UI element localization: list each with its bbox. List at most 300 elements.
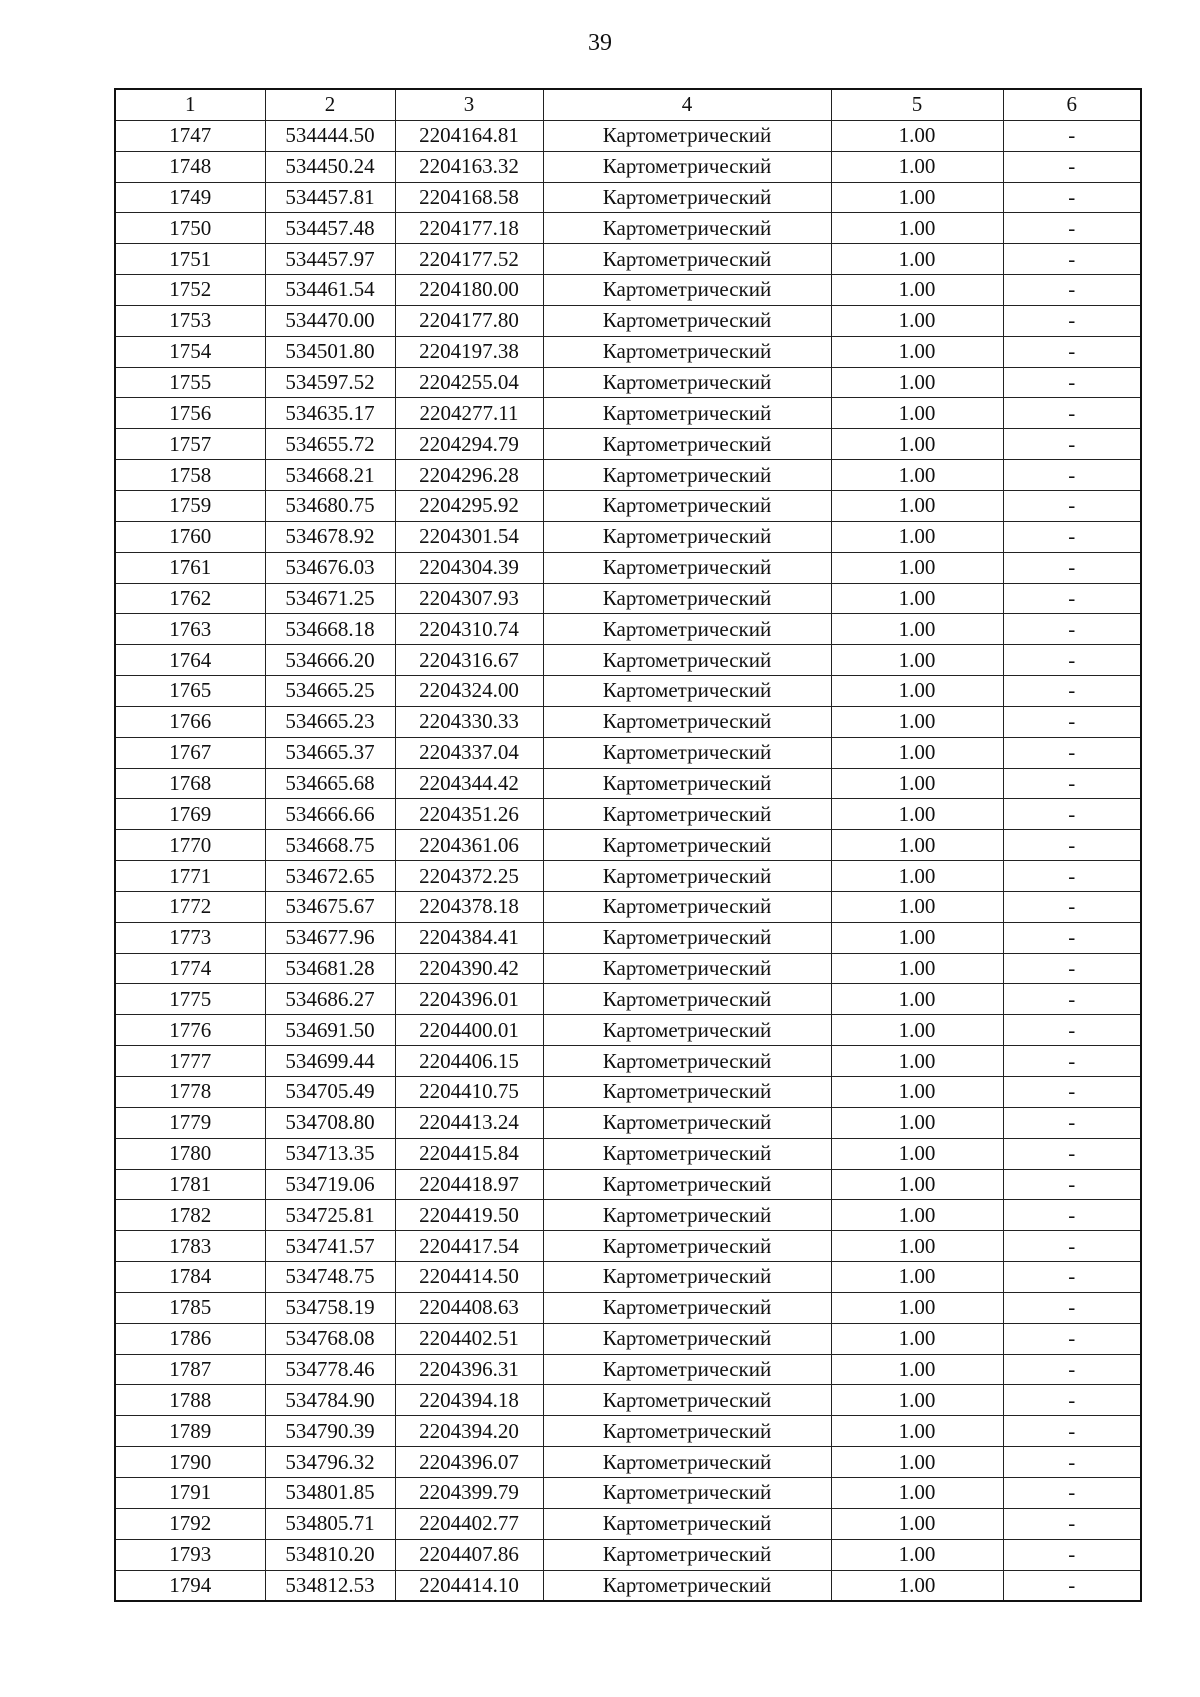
accuracy-cell: 1.00 (831, 614, 1003, 645)
y-coordinate-cell: 2204277.11 (395, 398, 543, 429)
accuracy-cell: 1.00 (831, 460, 1003, 491)
table-row (115, 1416, 1141, 1447)
x-coordinate-cell: 534812.53 (265, 1570, 395, 1601)
point-number-cell: 1757 (115, 429, 265, 460)
header-cell: 1 (115, 89, 265, 120)
y-coordinate-cell: 2204372.25 (395, 861, 543, 892)
accuracy-cell: 1.00 (831, 768, 1003, 799)
accuracy-cell: 1.00 (831, 861, 1003, 892)
table-row (115, 552, 1141, 583)
point-number-cell: 1788 (115, 1385, 265, 1416)
table-row (115, 799, 1141, 830)
method-cell: Картометрический (543, 1200, 831, 1231)
note-cell: - (1003, 830, 1141, 861)
method-cell: Картометрический (543, 645, 831, 676)
y-coordinate-cell: 2204324.00 (395, 676, 543, 707)
table-row (115, 275, 1141, 306)
accuracy-cell: 1.00 (831, 1385, 1003, 1416)
method-cell: Картометрический (543, 521, 831, 552)
accuracy-cell: 1.00 (831, 1077, 1003, 1108)
note-cell: - (1003, 861, 1141, 892)
point-number-cell: 1749 (115, 182, 265, 213)
x-coordinate-cell: 534719.06 (265, 1169, 395, 1200)
note-cell: - (1003, 1107, 1141, 1138)
y-coordinate-cell: 2204384.41 (395, 922, 543, 953)
accuracy-cell: 1.00 (831, 1416, 1003, 1447)
table-row (115, 336, 1141, 367)
accuracy-cell: 1.00 (831, 676, 1003, 707)
y-coordinate-cell: 2204418.97 (395, 1169, 543, 1200)
accuracy-cell: 1.00 (831, 583, 1003, 614)
y-coordinate-cell: 2204164.81 (395, 120, 543, 151)
x-coordinate-cell: 534784.90 (265, 1385, 395, 1416)
point-number-cell: 1759 (115, 490, 265, 521)
point-number-cell: 1755 (115, 367, 265, 398)
page-number: 39 (588, 30, 612, 56)
accuracy-cell: 1.00 (831, 1138, 1003, 1169)
point-number-cell: 1763 (115, 614, 265, 645)
note-cell: - (1003, 953, 1141, 984)
table-row (115, 521, 1141, 552)
y-coordinate-cell: 2204396.01 (395, 984, 543, 1015)
x-coordinate-cell: 534666.20 (265, 645, 395, 676)
note-cell: - (1003, 1385, 1141, 1416)
accuracy-cell: 1.00 (831, 275, 1003, 306)
method-cell: Картометрический (543, 676, 831, 707)
accuracy-cell: 1.00 (831, 891, 1003, 922)
y-coordinate-cell: 2204197.38 (395, 336, 543, 367)
table-row (115, 1447, 1141, 1478)
header-cell: 5 (831, 89, 1003, 120)
coordinates-table (114, 88, 1142, 1602)
table-row (115, 706, 1141, 737)
point-number-cell: 1794 (115, 1570, 265, 1601)
table-row (115, 1231, 1141, 1262)
accuracy-cell: 1.00 (831, 1262, 1003, 1293)
accuracy-cell: 1.00 (831, 984, 1003, 1015)
method-cell: Картометрический (543, 1539, 831, 1570)
method-cell: Картометрический (543, 1570, 831, 1601)
x-coordinate-cell: 534778.46 (265, 1354, 395, 1385)
table-row (115, 398, 1141, 429)
method-cell: Картометрический (543, 1508, 831, 1539)
x-coordinate-cell: 534450.24 (265, 151, 395, 182)
method-cell: Картометрический (543, 1477, 831, 1508)
table-row (115, 830, 1141, 861)
note-cell: - (1003, 275, 1141, 306)
point-number-cell: 1790 (115, 1447, 265, 1478)
point-number-cell: 1781 (115, 1169, 265, 1200)
accuracy-cell: 1.00 (831, 429, 1003, 460)
note-cell: - (1003, 213, 1141, 244)
y-coordinate-cell: 2204417.54 (395, 1231, 543, 1262)
point-number-cell: 1772 (115, 891, 265, 922)
accuracy-cell: 1.00 (831, 830, 1003, 861)
table-row (115, 120, 1141, 151)
method-cell: Картометрический (543, 768, 831, 799)
table-row (115, 182, 1141, 213)
accuracy-cell: 1.00 (831, 490, 1003, 521)
method-cell: Картометрический (543, 1015, 831, 1046)
method-cell: Картометрический (543, 1107, 831, 1138)
accuracy-cell: 1.00 (831, 1447, 1003, 1478)
note-cell: - (1003, 676, 1141, 707)
point-number-cell: 1765 (115, 676, 265, 707)
method-cell: Картометрический (543, 120, 831, 151)
point-number-cell: 1747 (115, 120, 265, 151)
method-cell: Картометрический (543, 1169, 831, 1200)
point-number-cell: 1766 (115, 706, 265, 737)
x-coordinate-cell: 534470.00 (265, 305, 395, 336)
method-cell: Картометрический (543, 336, 831, 367)
point-number-cell: 1783 (115, 1231, 265, 1262)
method-cell: Картометрический (543, 398, 831, 429)
method-cell: Картометрический (543, 305, 831, 336)
x-coordinate-cell: 534680.75 (265, 490, 395, 521)
accuracy-cell: 1.00 (831, 1107, 1003, 1138)
x-coordinate-cell: 534796.32 (265, 1447, 395, 1478)
accuracy-cell: 1.00 (831, 1508, 1003, 1539)
point-number-cell: 1769 (115, 799, 265, 830)
method-cell: Картометрический (543, 182, 831, 213)
method-cell: Картометрический (543, 552, 831, 583)
accuracy-cell: 1.00 (831, 1292, 1003, 1323)
y-coordinate-cell: 2204177.80 (395, 305, 543, 336)
note-cell: - (1003, 922, 1141, 953)
y-coordinate-cell: 2204402.51 (395, 1323, 543, 1354)
accuracy-cell: 1.00 (831, 1046, 1003, 1077)
point-number-cell: 1784 (115, 1262, 265, 1293)
x-coordinate-cell: 534713.35 (265, 1138, 395, 1169)
x-coordinate-cell: 534444.50 (265, 120, 395, 151)
x-coordinate-cell: 534705.49 (265, 1077, 395, 1108)
accuracy-cell: 1.00 (831, 1354, 1003, 1385)
x-coordinate-cell: 534801.85 (265, 1477, 395, 1508)
method-cell: Картометрический (543, 460, 831, 491)
table-header-row (115, 89, 1141, 120)
method-cell: Картометрический (543, 1046, 831, 1077)
x-coordinate-cell: 534691.50 (265, 1015, 395, 1046)
note-cell: - (1003, 1077, 1141, 1108)
table-row (115, 645, 1141, 676)
note-cell: - (1003, 1323, 1141, 1354)
table-row (115, 305, 1141, 336)
note-cell: - (1003, 120, 1141, 151)
y-coordinate-cell: 2204410.75 (395, 1077, 543, 1108)
y-coordinate-cell: 2204394.18 (395, 1385, 543, 1416)
note-cell: - (1003, 1046, 1141, 1077)
x-coordinate-cell: 534686.27 (265, 984, 395, 1015)
note-cell: - (1003, 799, 1141, 830)
point-number-cell: 1776 (115, 1015, 265, 1046)
table-row (115, 1169, 1141, 1200)
point-number-cell: 1748 (115, 151, 265, 182)
x-coordinate-cell: 534790.39 (265, 1416, 395, 1447)
accuracy-cell: 1.00 (831, 1231, 1003, 1262)
method-cell: Картометрический (543, 1138, 831, 1169)
table-row (115, 737, 1141, 768)
y-coordinate-cell: 2204414.10 (395, 1570, 543, 1601)
y-coordinate-cell: 2204396.31 (395, 1354, 543, 1385)
x-coordinate-cell: 534675.67 (265, 891, 395, 922)
point-number-cell: 1778 (115, 1077, 265, 1108)
accuracy-cell: 1.00 (831, 244, 1003, 275)
note-cell: - (1003, 1570, 1141, 1601)
accuracy-cell: 1.00 (831, 953, 1003, 984)
y-coordinate-cell: 2204399.79 (395, 1477, 543, 1508)
table-row (115, 676, 1141, 707)
table-row (115, 1015, 1141, 1046)
method-cell: Картометрический (543, 367, 831, 398)
point-number-cell: 1779 (115, 1107, 265, 1138)
table-row (115, 460, 1141, 491)
method-cell: Картометрический (543, 1231, 831, 1262)
accuracy-cell: 1.00 (831, 398, 1003, 429)
table-row (115, 1262, 1141, 1293)
point-number-cell: 1791 (115, 1477, 265, 1508)
point-number-cell: 1773 (115, 922, 265, 953)
method-cell: Картометрический (543, 737, 831, 768)
accuracy-cell: 1.00 (831, 367, 1003, 398)
note-cell: - (1003, 521, 1141, 552)
note-cell: - (1003, 645, 1141, 676)
point-number-cell: 1789 (115, 1416, 265, 1447)
table-row (115, 614, 1141, 645)
note-cell: - (1003, 1354, 1141, 1385)
accuracy-cell: 1.00 (831, 1169, 1003, 1200)
x-coordinate-cell: 534768.08 (265, 1323, 395, 1354)
x-coordinate-cell: 534681.28 (265, 953, 395, 984)
x-coordinate-cell: 534741.57 (265, 1231, 395, 1262)
point-number-cell: 1750 (115, 213, 265, 244)
note-cell: - (1003, 1138, 1141, 1169)
point-number-cell: 1768 (115, 768, 265, 799)
table-row (115, 953, 1141, 984)
y-coordinate-cell: 2204304.39 (395, 552, 543, 583)
header-cell: 4 (543, 89, 831, 120)
point-number-cell: 1758 (115, 460, 265, 491)
note-cell: - (1003, 1447, 1141, 1478)
x-coordinate-cell: 534597.52 (265, 367, 395, 398)
point-number-cell: 1786 (115, 1323, 265, 1354)
note-cell: - (1003, 1477, 1141, 1508)
note-cell: - (1003, 1416, 1141, 1447)
method-cell: Картометрический (543, 1262, 831, 1293)
accuracy-cell: 1.00 (831, 799, 1003, 830)
point-number-cell: 1767 (115, 737, 265, 768)
y-coordinate-cell: 2204177.18 (395, 213, 543, 244)
method-cell: Картометрический (543, 799, 831, 830)
x-coordinate-cell: 534501.80 (265, 336, 395, 367)
accuracy-cell: 1.00 (831, 1477, 1003, 1508)
method-cell: Картометрический (543, 1292, 831, 1323)
accuracy-cell: 1.00 (831, 120, 1003, 151)
x-coordinate-cell: 534457.48 (265, 213, 395, 244)
x-coordinate-cell: 534457.97 (265, 244, 395, 275)
method-cell: Картометрический (543, 429, 831, 460)
method-cell: Картометрический (543, 244, 831, 275)
point-number-cell: 1762 (115, 583, 265, 614)
point-number-cell: 1753 (115, 305, 265, 336)
note-cell: - (1003, 1262, 1141, 1293)
note-cell: - (1003, 182, 1141, 213)
point-number-cell: 1775 (115, 984, 265, 1015)
point-number-cell: 1754 (115, 336, 265, 367)
x-coordinate-cell: 534672.65 (265, 861, 395, 892)
method-cell: Картометрический (543, 706, 831, 737)
method-cell: Картометрический (543, 1447, 831, 1478)
table-row (115, 1138, 1141, 1169)
x-coordinate-cell: 534666.66 (265, 799, 395, 830)
table-row (115, 490, 1141, 521)
y-coordinate-cell: 2204419.50 (395, 1200, 543, 1231)
table-row (115, 1539, 1141, 1570)
point-number-cell: 1752 (115, 275, 265, 306)
x-coordinate-cell: 534805.71 (265, 1508, 395, 1539)
header-cell: 6 (1003, 89, 1141, 120)
table-row (115, 429, 1141, 460)
note-cell: - (1003, 398, 1141, 429)
table-row (115, 1200, 1141, 1231)
note-cell: - (1003, 1292, 1141, 1323)
y-coordinate-cell: 2204414.50 (395, 1262, 543, 1293)
accuracy-cell: 1.00 (831, 1200, 1003, 1231)
note-cell: - (1003, 706, 1141, 737)
method-cell: Картометрический (543, 830, 831, 861)
accuracy-cell: 1.00 (831, 1570, 1003, 1601)
x-coordinate-cell: 534748.75 (265, 1262, 395, 1293)
note-cell: - (1003, 984, 1141, 1015)
y-coordinate-cell: 2204394.20 (395, 1416, 543, 1447)
y-coordinate-cell: 2204408.63 (395, 1292, 543, 1323)
x-coordinate-cell: 534457.81 (265, 182, 395, 213)
y-coordinate-cell: 2204330.33 (395, 706, 543, 737)
note-cell: - (1003, 1539, 1141, 1570)
note-cell: - (1003, 614, 1141, 645)
point-number-cell: 1777 (115, 1046, 265, 1077)
x-coordinate-cell: 534665.25 (265, 676, 395, 707)
method-cell: Картометрический (543, 151, 831, 182)
y-coordinate-cell: 2204301.54 (395, 521, 543, 552)
method-cell: Картометрический (543, 953, 831, 984)
method-cell: Картометрический (543, 213, 831, 244)
table-row (115, 1570, 1141, 1601)
accuracy-cell: 1.00 (831, 182, 1003, 213)
x-coordinate-cell: 534678.92 (265, 521, 395, 552)
table-row (115, 151, 1141, 182)
y-coordinate-cell: 2204344.42 (395, 768, 543, 799)
point-number-cell: 1782 (115, 1200, 265, 1231)
x-coordinate-cell: 534665.68 (265, 768, 395, 799)
x-coordinate-cell: 534665.37 (265, 737, 395, 768)
y-coordinate-cell: 2204310.74 (395, 614, 543, 645)
point-number-cell: 1785 (115, 1292, 265, 1323)
note-cell: - (1003, 1231, 1141, 1262)
y-coordinate-cell: 2204307.93 (395, 583, 543, 614)
note-cell: - (1003, 336, 1141, 367)
accuracy-cell: 1.00 (831, 645, 1003, 676)
x-coordinate-cell: 534699.44 (265, 1046, 395, 1077)
x-coordinate-cell: 534461.54 (265, 275, 395, 306)
table-body (115, 120, 1141, 1601)
y-coordinate-cell: 2204294.79 (395, 429, 543, 460)
method-cell: Картометрический (543, 275, 831, 306)
x-coordinate-cell: 534671.25 (265, 583, 395, 614)
method-cell: Картометрический (543, 490, 831, 521)
table-row (115, 1077, 1141, 1108)
method-cell: Картометрический (543, 583, 831, 614)
point-number-cell: 1760 (115, 521, 265, 552)
accuracy-cell: 1.00 (831, 552, 1003, 583)
note-cell: - (1003, 1015, 1141, 1046)
accuracy-cell: 1.00 (831, 737, 1003, 768)
y-coordinate-cell: 2204390.42 (395, 953, 543, 984)
point-number-cell: 1792 (115, 1508, 265, 1539)
note-cell: - (1003, 1200, 1141, 1231)
point-number-cell: 1774 (115, 953, 265, 984)
method-cell: Картометрический (543, 614, 831, 645)
method-cell: Картометрический (543, 1354, 831, 1385)
note-cell: - (1003, 583, 1141, 614)
y-coordinate-cell: 2204180.00 (395, 275, 543, 306)
x-coordinate-cell: 534635.17 (265, 398, 395, 429)
table-row (115, 244, 1141, 275)
note-cell: - (1003, 305, 1141, 336)
note-cell: - (1003, 460, 1141, 491)
note-cell: - (1003, 151, 1141, 182)
y-coordinate-cell: 2204351.26 (395, 799, 543, 830)
accuracy-cell: 1.00 (831, 521, 1003, 552)
note-cell: - (1003, 1169, 1141, 1200)
note-cell: - (1003, 244, 1141, 275)
table-row (115, 1323, 1141, 1354)
table-row (115, 891, 1141, 922)
point-number-cell: 1771 (115, 861, 265, 892)
accuracy-cell: 1.00 (831, 1323, 1003, 1354)
y-coordinate-cell: 2204361.06 (395, 830, 543, 861)
point-number-cell: 1780 (115, 1138, 265, 1169)
y-coordinate-cell: 2204378.18 (395, 891, 543, 922)
header-cell: 2 (265, 89, 395, 120)
point-number-cell: 1764 (115, 645, 265, 676)
point-number-cell: 1751 (115, 244, 265, 275)
table-row (115, 768, 1141, 799)
x-coordinate-cell: 534655.72 (265, 429, 395, 460)
note-cell: - (1003, 490, 1141, 521)
point-number-cell: 1787 (115, 1354, 265, 1385)
y-coordinate-cell: 2204255.04 (395, 367, 543, 398)
point-number-cell: 1756 (115, 398, 265, 429)
table-row (115, 583, 1141, 614)
accuracy-cell: 1.00 (831, 922, 1003, 953)
y-coordinate-cell: 2204177.52 (395, 244, 543, 275)
accuracy-cell: 1.00 (831, 1015, 1003, 1046)
table-row (115, 1354, 1141, 1385)
method-cell: Картометрический (543, 861, 831, 892)
note-cell: - (1003, 891, 1141, 922)
point-number-cell: 1761 (115, 552, 265, 583)
point-number-cell: 1770 (115, 830, 265, 861)
accuracy-cell: 1.00 (831, 151, 1003, 182)
x-coordinate-cell: 534668.18 (265, 614, 395, 645)
y-coordinate-cell: 2204163.32 (395, 151, 543, 182)
point-number-cell: 1793 (115, 1539, 265, 1570)
x-coordinate-cell: 534668.21 (265, 460, 395, 491)
method-cell: Картометрический (543, 1385, 831, 1416)
x-coordinate-cell: 534665.23 (265, 706, 395, 737)
y-coordinate-cell: 2204168.58 (395, 182, 543, 213)
note-cell: - (1003, 429, 1141, 460)
